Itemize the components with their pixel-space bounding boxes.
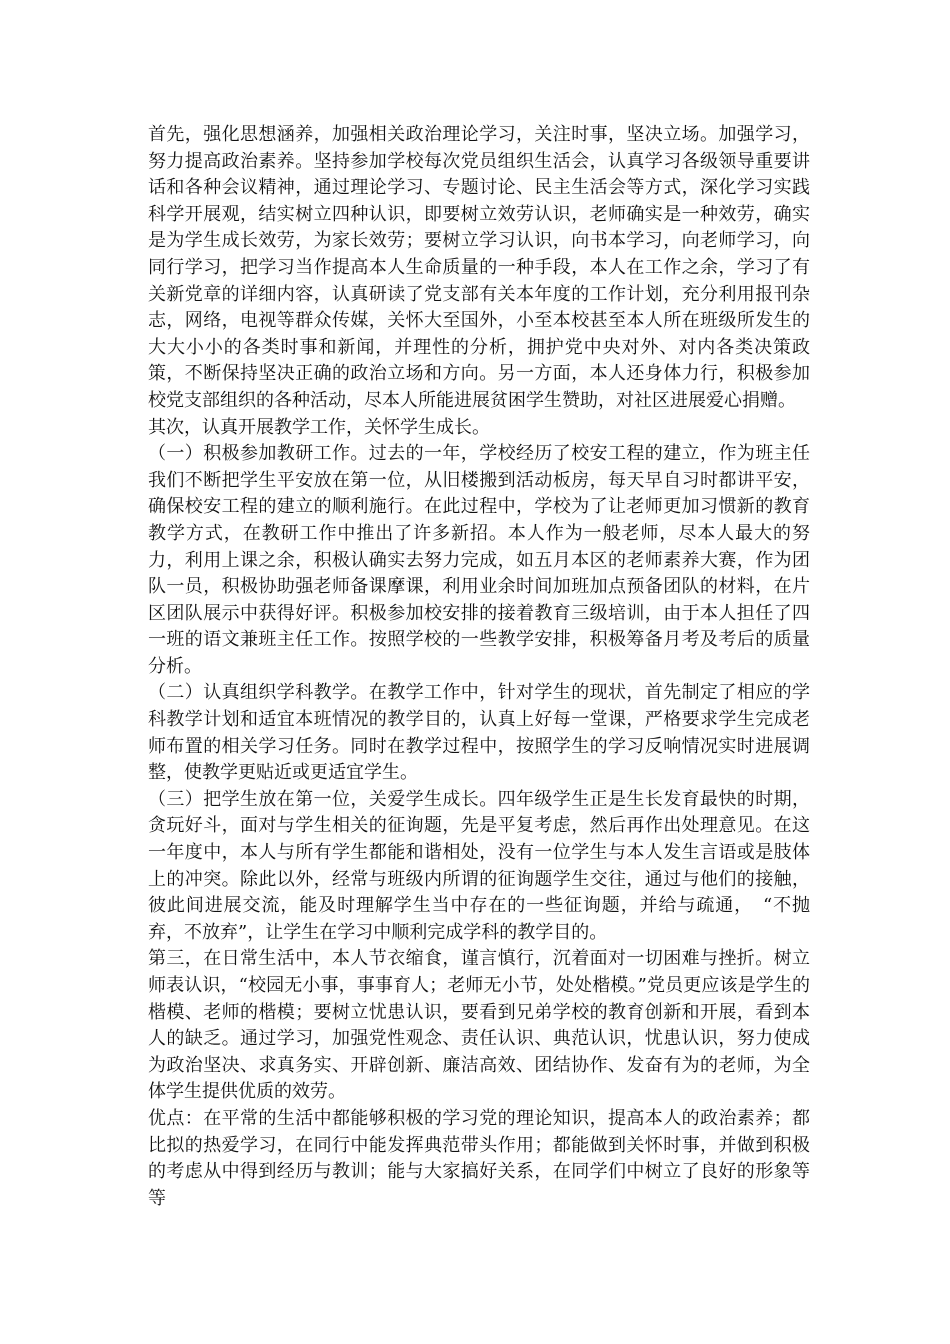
paragraph-political-study: 首先，强化思想涵养，加强相关政治理论学习，关注时事，坚决立场。加强学习，努力提高政治素养。坚持参加学校每次党员组织生活会，认真学习各级领导重要讲话和各种会议精神，通过理论学习、专题讨论、民主生活会等方式，深化学习实践科学开展观，结实树立四种认识，即要树立效劳认识，老师确实是一种效劳，确实是为学生成长效劳，为家长效劳；要树立学习认识，向书本学习，向老师学习，向同行学习，把学习当作提高本人生命质量的一种手段，本人在工作之余，学习了有关新党章的详细内容，认真研读了党支部有关本年度的工作计划，充分利用报刊杂志，网络，电视等群众传媒，关怀大至国外，小至本校甚至本人所在班级所发生的大大小小的各类时事和新闻，并理性的分析，拥护党中央对外、对内各类决策政策，不断保持坚决正确的政治立场和方向。另一方面，本人还身体力行，积极参加校党支部组织的各种活动，尽本人所能进展贫困学生赞助，对社区进展爱心捐赠。 (148, 124, 810, 411)
document-body (148, 122, 810, 1212)
paragraph-subject-teaching: （二）认真组织学科教学。在教学工作中，针对学生的现状，首先制定了相应的学科教学计划和适宜本班情况的教学目的，认真上好每一堂课，严格要求学生完成老师布置的相关学习任务。同时在教学过程中，按照学生的学习反响情况实时进展调整，使教学更贴近或更适宜学生。 (148, 682, 810, 784)
paragraph-teaching-research: （一）积极参加教研工作。过去的一年，学校经历了校安工程的建立，作为班主任我们不断把学生平安放在第一位，从旧楼搬到活动板房，每天早自习时都讲平安，确保校安工程的建立的顺利施行。在此过程中，学校为了让老师更加习惯新的教育教学方式，在教研工作中推出了许多新招。本人作为一般老师，尽本人最大的努力，利用上课之余，积极认确实去努力完成，如五月本区的老师素养大赛，作为团队一员，积极协助强老师备课摩课，利用业余时间加班加点预备团队的材料，在片区团队展示中获得好评。积极参加校安排的接着教育三级培训，由于本人担任了四一班的语文兼班主任工作。按照学校的一些教学安排，积极筹备月考及考后的质量分析。 (148, 443, 810, 677)
paragraph-student-care: （三）把学生放在第一位，关爱学生成长。四年级学生正是生长发育最快的时期，贪玩好斗，面对与学生相关的征询题，先是平复考虑，然后再作出处理意见。在这一年度中，本人与所有学生都能和谐相处，没有一位学生与本人发生言语或是肢体上的冲突。除此以外，经常与班级内所谓的征询题学生交往，通过与他们的接触，彼此间进展交流，能及时理解学生当中存在的一些征询题，并给与疏通， “不抛弃，不放弃”，让学生在学习中顺利完成学科的教学目的。 (148, 788, 810, 943)
paragraph-strengths: 优点：在平常的生活中都能够积极的学习党的理论知识，提高本人的政治素养；都比拟的热爱学习，在同行中能发挥典范带头作用；都能做到关怀时事，并做到积极的考虑从中得到经历与教训；能与大家搞好关系，在同学们中树立了良好的形象等等 (148, 1107, 810, 1209)
paragraph-teaching-heading: 其次，认真开展教学工作，关怀学生成长。 (148, 416, 490, 438)
paragraph-daily-life: 第三，在日常生活中，本人节衣缩食，谨言慎行，沉着面对一切困难与挫折。树立师表认识，“校园无小事，事事育人；老师无小节，处处楷模。”党员更应该是学生的楷模、老师的楷模；要树立忧患认识，要看到兄弟学校的教育创新和开展，看到本人的缺乏。通过学习，加强党性观念、责任认识、典范认识，忧患认识，努力使成为政治坚决、求真务实、开辟创新、廉洁高效、团结协作、发奋有为的老师，为全体学生提供优质的效劳。 (148, 948, 810, 1103)
